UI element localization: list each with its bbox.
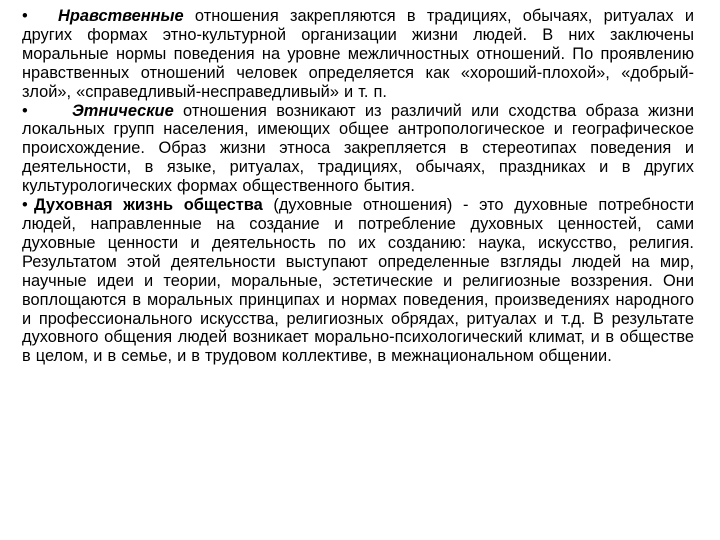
- bullet-marker: •: [22, 196, 28, 215]
- slide-content: [22, 7, 694, 366]
- term-ethnic: Этнические: [72, 101, 174, 120]
- paragraph-body: отношения возникают из различий или сходства образа жизни локальных групп населения, имеющих общее антропологическое и географическое происхождение. Образ жизни этноса закрепляется в стереотипах поведения и деятельности, в языке, ритуалах, традициях, обычаях, праздниках и в других культурологических формах общественного бытия.: [22, 101, 694, 196]
- term-moral: Нравственные: [58, 7, 184, 25]
- paragraph-body: отношения закрепляются в традициях, обычаях, ритуалах и других формах этно-культурной организации жизни людей. В них заключены моральные нормы поведения на уровне межличностных отношений. По проявлению нравственных отношений человек определяется как «хороший-плохой», «добрый-злой», «справедливый-несправедливый» и т. п.: [22, 7, 694, 101]
- bullet-marker: •: [22, 101, 28, 120]
- bullet-marker: •: [22, 7, 28, 25]
- term-spiritual: Духовная жизнь общества: [34, 196, 263, 215]
- paragraph-body: (духовные отношения) - это духовные потребности людей, направленные на создание и потребление духовных ценностей, сами духовные ценности и деятельность по их созданию: наука, искусство, религия. Результатом этой деятельности выступают определенные взгляды людей на мир, научные идеи и теории, моральные, эстетические и религиозные воззрения. Они воплощаются в моральных принципах и нормах поведения, произведениях народного и профессионального искусства, религиозных обрядах, ритуалах и т.д. В результате духовного общения людей возникает морально-психологический климат, и в обществе в целом, и в семье, и в трудовом коллективе, в межнациональном общении.: [22, 196, 694, 366]
- paragraph-ethnic-relations: [22, 102, 694, 197]
- paragraph-moral-relations: [22, 7, 694, 102]
- paragraph-spiritual-life: [22, 196, 694, 366]
